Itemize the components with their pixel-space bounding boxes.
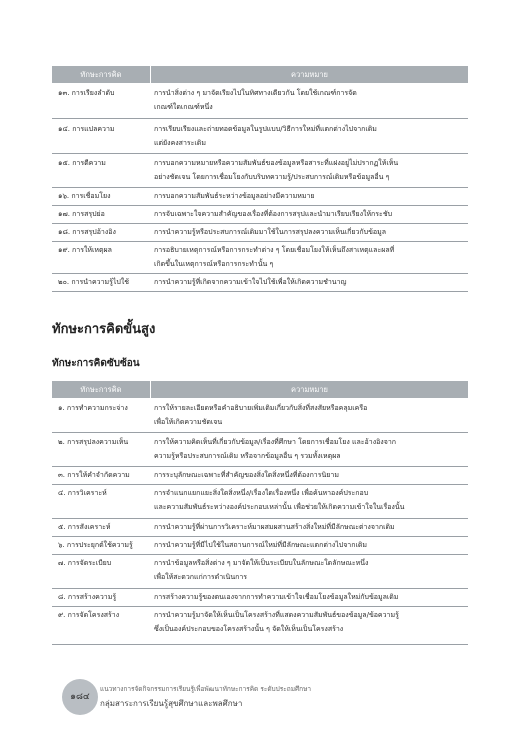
skill-meaning bbox=[148, 608, 468, 636]
skill-name: ๖. การประยุกต์ใช้ความรู้ bbox=[58, 541, 133, 549]
row-divider bbox=[52, 273, 468, 274]
row-divider bbox=[52, 554, 468, 555]
table-header bbox=[52, 381, 468, 398]
meaning-line: เพื่อให้เกิดความชัดเจน bbox=[154, 418, 223, 426]
meaning-line: ซึ่งเป็นองค์ประกอบของโครงสร้างนั้น ๆ จัดให้เห็นเป็นโครงสร้าง bbox=[154, 625, 344, 633]
row-divider bbox=[52, 466, 468, 467]
subsection-title: ทักษะการคิดซับซ้อน bbox=[52, 358, 140, 369]
meaning-line: เพื่อให้สะดวกแก่การดำเนินการ bbox=[154, 573, 248, 581]
skill-meaning: การนำความรู้หรือประสบการณ์เดิมมาใช้ในการสรุปลงความเห็นเกี่ยวกับข้อมูล bbox=[154, 228, 387, 236]
row-divider bbox=[52, 223, 468, 224]
skill-meaning bbox=[148, 486, 468, 514]
skill-name: ๑๘. การสรุปอ้างอิง bbox=[58, 228, 116, 236]
row-divider bbox=[52, 536, 468, 537]
table-row bbox=[52, 608, 468, 636]
meaning-line: อย่างชัดเจน โดยการเชื่อมโยงกับบริบทความรู้/ประสบการณ์เดิมหรือข้อมูลอื่น ๆ bbox=[154, 173, 390, 181]
meaning-line: การเรียบเรียงและถ่ายทอดข้อมูลในรูปแบบ/วิธีการใหม่ที่แตกต่างไปจากเดิม bbox=[154, 125, 377, 133]
meaning-line: เกณฑ์ใดเกณฑ์หนึ่ง bbox=[154, 103, 213, 111]
row-divider bbox=[52, 153, 468, 154]
header-meaning: ความหมาย bbox=[291, 384, 328, 394]
table-row bbox=[52, 468, 468, 482]
skill-name: ๔. การวิเคราะห์ bbox=[58, 489, 107, 497]
table-row bbox=[52, 122, 468, 150]
meaning-line: การบอกความหมายหรือความสัมพันธ์ของข้อมูลหรือสาระที่แฝงอยู่ไม่ปรากฏให้เห็น bbox=[154, 159, 399, 167]
skill-meaning bbox=[148, 86, 468, 114]
skill-name: ๗. การจัดระเบียบ bbox=[58, 559, 112, 567]
header-meaning: ความหมาย bbox=[291, 69, 328, 79]
header-skill: ทักษะการคิด bbox=[52, 66, 151, 83]
skill-meaning bbox=[148, 156, 468, 184]
row-divider bbox=[52, 588, 468, 589]
skill-meaning bbox=[148, 122, 468, 150]
skill-meaning bbox=[148, 556, 468, 584]
skill-name: ๒. การสรุปลงความเห็น bbox=[58, 438, 129, 446]
table-row bbox=[52, 275, 468, 289]
skill-meaning: การสร้างความรู้ของตนเองจากการทำความเข้าใจเชื่อมโยงข้อมูลใหม่กับข้อมูลเดิม bbox=[154, 593, 399, 601]
skill-meaning: การระบุลักษณะเฉพาะที่สำคัญของสิ่งใดสิ่งหนึ่งที่ต้องการนิยาม bbox=[154, 471, 339, 479]
table-row bbox=[52, 401, 468, 429]
skill-name: ๑๕. การตีความ bbox=[58, 159, 106, 167]
table-row bbox=[52, 486, 468, 514]
row-divider bbox=[52, 118, 468, 119]
table-row bbox=[52, 520, 468, 534]
table-row bbox=[52, 556, 468, 584]
footer-subject-group: กลุ่มสาระการเรียนรู้สุขศึกษาและพลศึกษา bbox=[100, 699, 243, 708]
skill-name: ๓. การให้คำจำกัดความ bbox=[58, 471, 130, 479]
skill-name: ๘. การสร้างความรู้ bbox=[58, 593, 117, 601]
skill-meaning bbox=[148, 243, 468, 271]
skill-meaning: การนำความรู้ที่เกิดจากความเข้าใจไปใช้เพื่อให้เกิดความชำนาญ bbox=[154, 278, 347, 286]
skill-meaning bbox=[148, 401, 468, 429]
footer-book-title: แนวทางการจัดกิจกรรมการเรียนรู้เพื่อพัฒนาทักษะการคิด ระดับประถมศึกษา bbox=[100, 685, 311, 693]
table-row bbox=[52, 207, 468, 221]
skill-name: ๑๖. การเชื่อมโยง bbox=[58, 192, 111, 200]
table-row bbox=[52, 189, 468, 203]
meaning-line: การอธิบายเหตุการณ์หรือการกระทำต่าง ๆ โดยเชื่อมโยงให้เห็นถึงสาเหตุและผลที่ bbox=[154, 246, 395, 254]
row-divider bbox=[52, 187, 468, 188]
meaning-line: การให้ความคิดเห็นที่เกี่ยวกับข้อมูล/เรื่องที่ศึกษา โดยการเชื่อมโยง และอ้างอิงจาก bbox=[154, 438, 396, 446]
skill-name: ๑๔. การแปลความ bbox=[58, 125, 115, 133]
table-bottom-rule bbox=[52, 644, 468, 645]
skill-name: ๑๗. การสรุปย่อ bbox=[58, 210, 105, 218]
table-bottom-rule bbox=[52, 291, 468, 292]
table-row bbox=[52, 243, 468, 271]
skill-name: ๑. การทำความกระจ่าง bbox=[58, 404, 128, 412]
meaning-table-2 bbox=[52, 381, 468, 647]
table-row bbox=[52, 435, 468, 463]
skill-meaning: การบอกความสัมพันธ์ระหว่างข้อมูลอย่างมีความหมาย bbox=[154, 192, 315, 200]
meaning-line: การนำสิ่งต่าง ๆ มาจัดเรียงไปในทิศทางเดียวกัน โดยใช้เกณฑ์การจัด bbox=[154, 89, 357, 97]
table-row bbox=[52, 590, 468, 604]
skill-name: ๒๐. การนำความรู้ไปใช้ bbox=[58, 278, 130, 286]
table-row bbox=[52, 538, 468, 552]
row-divider bbox=[52, 241, 468, 242]
meaning-line: การจำแนกแยกแยะสิ่งใดสิ่งหนึ่ง/เรื่องใดเรื่องหนึ่ง เพื่อค้นหาองค์ประกอบ bbox=[154, 489, 369, 497]
row-divider bbox=[52, 518, 468, 519]
meaning-line: แต่ยังคงสาระเดิม bbox=[154, 139, 206, 147]
table-row bbox=[52, 156, 468, 184]
meaning-line: การนำความรู้มาจัดให้เห็นเป็นโครงสร้างที่แสดงความสัมพันธ์ของข้อมูล/ข้อความรู้ bbox=[154, 611, 399, 619]
skill-meaning: การนำความรู้ที่มีไปใช้ในสถานการณ์ใหม่ที่มีลักษณะแตกต่างไปจากเดิม bbox=[154, 541, 368, 549]
skill-meaning bbox=[148, 435, 468, 463]
meaning-table-1 bbox=[52, 66, 468, 292]
skill-name: ๕. การสังเคราะห์ bbox=[58, 523, 111, 531]
skill-name: ๑๓. การเรียงลำดับ bbox=[58, 89, 115, 97]
skill-name: ๑๙. การให้เหตุผล bbox=[58, 246, 112, 254]
table-header bbox=[52, 66, 468, 83]
row-divider bbox=[52, 432, 468, 433]
skill-name: ๙. การจัดโครงสร้าง bbox=[58, 611, 120, 619]
meaning-line: เกิดขึ้นในเหตุการณ์หรือการกระทำนั้น ๆ bbox=[154, 260, 274, 268]
section-title: ทักษะการคิดขั้นสูง bbox=[52, 322, 156, 337]
meaning-line: การให้รายละเอียดหรือคำอธิบายเพิ่มเติมเกี่ยวกับสิ่งที่สงสัยหรือคลุมเครือ bbox=[154, 404, 368, 412]
meaning-line: ความรู้หรือประสบการณ์เดิม หรือจากข้อมูลอื่น ๆ รวมทั้งเหตุผล bbox=[154, 452, 341, 460]
table-row bbox=[52, 86, 468, 114]
row-divider bbox=[52, 484, 468, 485]
table-row bbox=[52, 225, 468, 239]
meaning-line: การนำข้อมูลหรือสิ่งต่าง ๆ มาจัดให้เป็นระเบียบในลักษณะใดลักษณะหนึ่ง bbox=[154, 559, 369, 567]
row-divider bbox=[52, 205, 468, 206]
row-divider bbox=[52, 606, 468, 607]
page-number: ๑๘๔ bbox=[70, 692, 90, 702]
skill-meaning: การจับเฉพาะใจความสำคัญของเรื่องที่ต้องการสรุปและนำมาเรียบเรียงให้กระชับ bbox=[154, 210, 393, 218]
meaning-line: และความสัมพันธ์ระหว่างองค์ประกอบเหล่านั้น เพื่อช่วยให้เกิดความเข้าใจในเรื่องนั้น bbox=[154, 503, 405, 511]
header-skill: ทักษะการคิด bbox=[52, 381, 151, 398]
skill-meaning: การนำความรู้ที่ผ่านการวิเคราะห์มาผสมผสานสร้างสิ่งใหม่ที่มีลักษณะต่างจากเดิม bbox=[154, 523, 395, 531]
